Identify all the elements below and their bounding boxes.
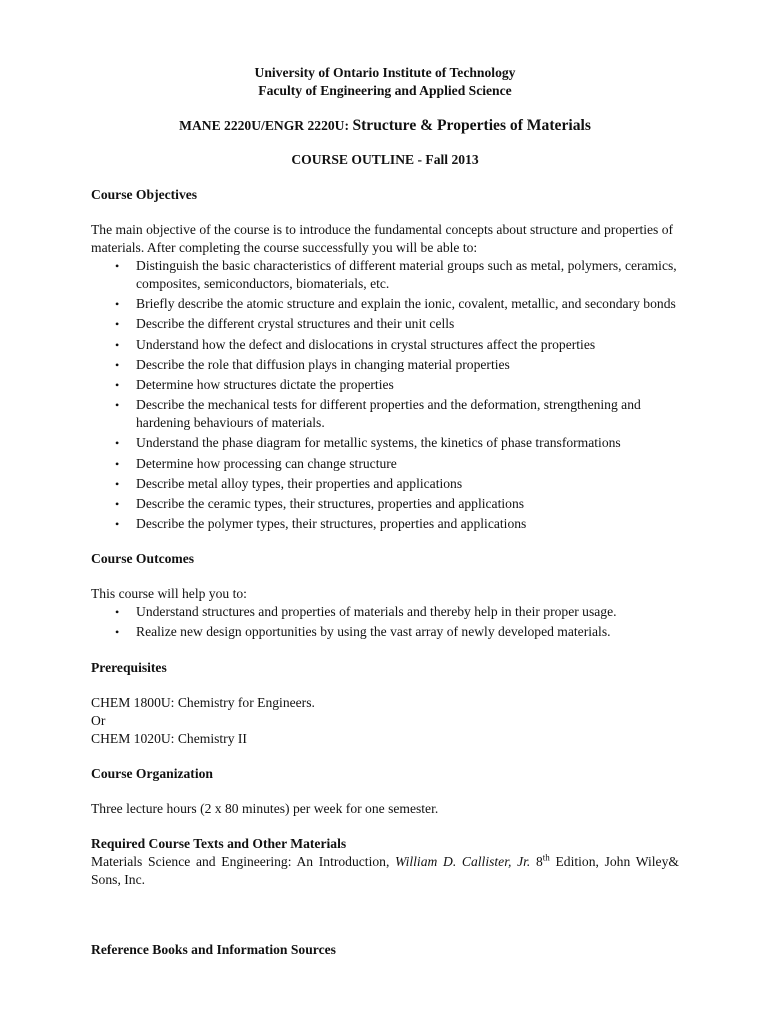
outcomes-intro: This course will help you to:: [91, 586, 247, 602]
prerequisite-line-2: CHEM 1020U: Chemistry II: [91, 730, 247, 746]
list-item: • Describe the role that diffusion plays in changing material properties: [115, 356, 510, 372]
bullet-icon: •: [115, 377, 120, 392]
bullet-icon: •: [115, 398, 120, 413]
list-item: • Realize new design opportunities by using the vast array of newly developed materials.: [115, 624, 611, 640]
bullet-icon: •: [115, 259, 120, 273]
list-item: • Determine how processing can change structure: [115, 455, 397, 471]
bullet-icon: •: [115, 317, 120, 332]
organization-heading: Course Organization: [91, 765, 213, 781]
bullet-icon: •: [115, 357, 120, 372]
bullet-icon: •: [115, 456, 120, 471]
book-title: Materials Science and Engineering: An Introduction,: [91, 853, 390, 869]
list-item: • Determine how structures dictate the properties: [115, 376, 394, 392]
list-item: • Describe the mechanical tests for different properties and the deformation, strengthening and hardening behaviours of materials.: [115, 397, 641, 431]
list-item: • Distinguish the basic characteristics of different material groups such as metal, polymers, ceramics, composites, semiconductors, biomaterials, etc.: [115, 258, 677, 291]
edition-number: 8: [535, 853, 543, 869]
bullet-icon: •: [115, 297, 120, 312]
bullet-icon: •: [115, 517, 120, 532]
required-text-citation: [91, 853, 679, 889]
prerequisite-line-1: CHEM 1800U: Chemistry for Engineers.: [91, 694, 315, 710]
edition-suffix: th: [542, 852, 550, 863]
list-item: • Describe the different crystal structures and their unit cells: [115, 316, 455, 332]
list-item: • Understand the phase diagram for metallic systems, the kinetics of phase transformations: [115, 435, 621, 451]
course-outline-title: COURSE OUTLINE - Fall 2013: [291, 152, 479, 167]
organization-text: Three lecture hours (2 x 80 minutes) per week for one semester.: [91, 800, 439, 816]
list-item: • Describe metal alloy types, their properties and applications: [115, 475, 463, 491]
course-name: Structure & Properties of Materials: [352, 117, 591, 134]
bullet-icon: •: [115, 496, 120, 511]
objectives-heading: Course Objectives: [91, 187, 198, 202]
reference-heading: Reference Books and Information Sources: [91, 941, 336, 957]
university-name: University of Ontario Institute of Technology: [254, 65, 516, 80]
edition-publisher: Edition, John Wiley& Sons, Inc.: [91, 853, 679, 887]
bullet-icon: •: [115, 337, 120, 352]
list-item: • Understand structures and properties of materials and thereby help in their proper usage.: [115, 604, 617, 620]
list-item: • Understand how the defect and dislocations in crystal structures affect the properties: [115, 336, 596, 352]
book-author: William D. Callister, Jr.: [395, 853, 531, 869]
list-item: • Briefly describe the atomic structure and explain the ionic, covalent, metallic, and secondary bonds: [115, 296, 676, 312]
outcomes-list: [91, 603, 679, 641]
texts-heading: Required Course Texts and Other Materials: [91, 835, 347, 851]
outcomes-heading: Course Outcomes: [91, 551, 195, 567]
document-page: [91, 64, 679, 959]
course-title: [91, 117, 679, 135]
list-item: • Describe the ceramic types, their structures, properties and applications: [115, 495, 525, 511]
bullet-icon: •: [115, 436, 120, 451]
bullet-icon: •: [115, 605, 120, 620]
list-item: • Describe the polymer types, their structures, properties and applications: [115, 516, 527, 532]
prerequisite-or: Or: [91, 712, 106, 728]
objectives-list: [91, 257, 679, 533]
faculty-name: Faculty of Engineering and Applied Science: [258, 83, 512, 98]
bullet-icon: •: [115, 625, 120, 640]
prerequisites-heading: Prerequisites: [91, 659, 167, 675]
course-code: MANE 2220U/ENGR 2220U:: [179, 118, 350, 133]
objectives-intro: The main objective of the course is to introduce the fundamental concepts about structure and properties of materials. After completing the course successfully you will be able to:: [91, 222, 674, 255]
bullet-icon: •: [115, 476, 120, 491]
